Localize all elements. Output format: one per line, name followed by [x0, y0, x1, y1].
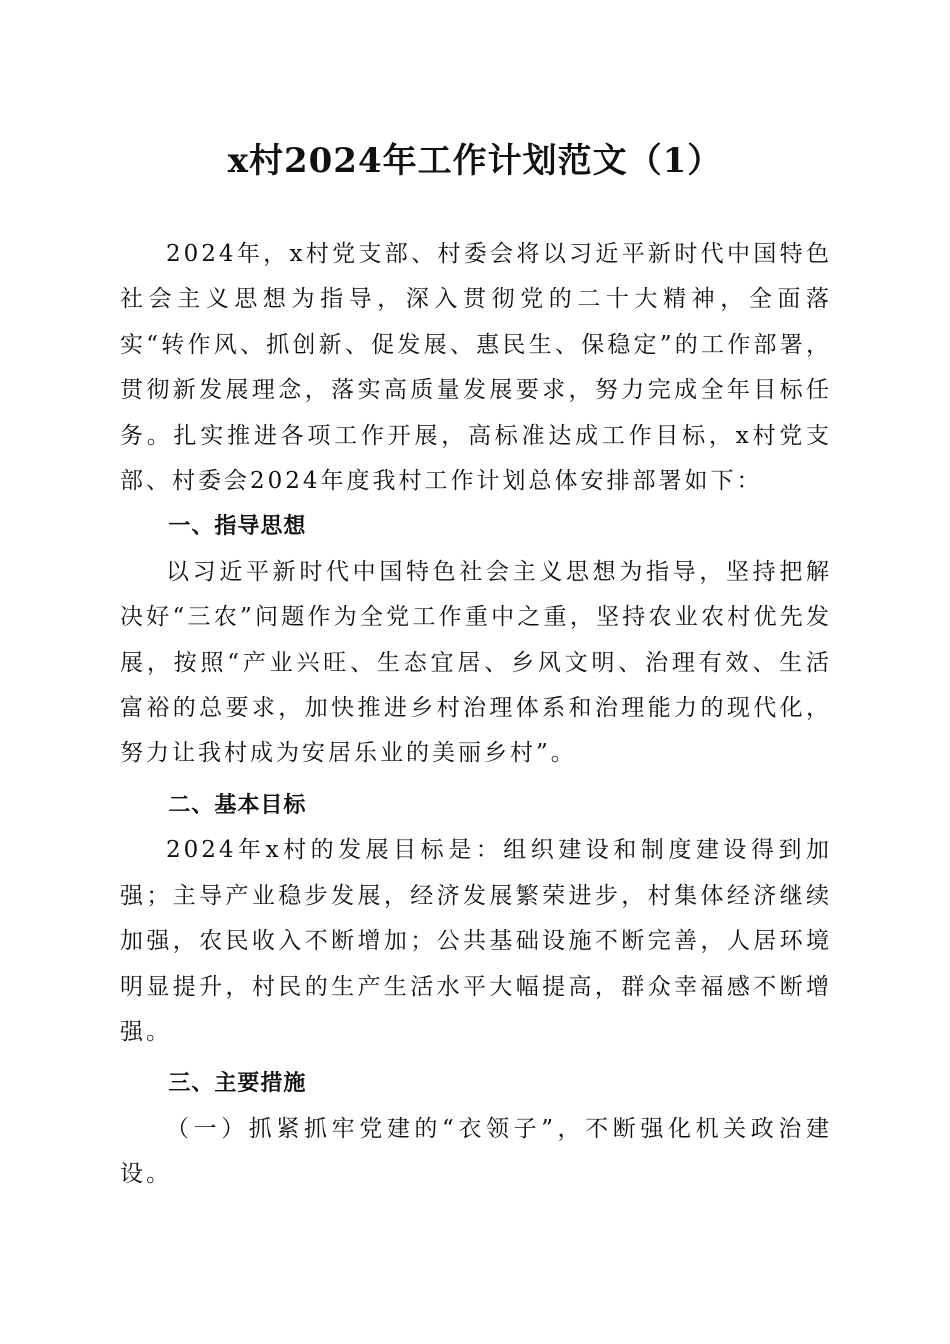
section-heading-main-measures: 三、主要措施 [168, 1071, 307, 1097]
section-heading-basic-goals: 二、基本目标 [168, 792, 307, 818]
section-text-guiding-thought: 以习近平新时代中国特色社会主义思想为指导，坚持把解决好“三农”问题作为全党工作重中之重，坚持农业农村优先发展，按照“产业兴旺、生态宜居、乡风文明、治理有效、生活富裕的总要求，加快推进乡村治理体系和治理能力的现代化，努力让我村成为安居乐业的美丽乡村”。 [120, 558, 832, 767]
page-title: x村2024年工作计划范文（1） [227, 141, 723, 181]
section-text-basic-goals: 2024年x村的发展目标是：组织建设和制度建设得到加强；主导产业稳步发展，经济发展繁荣进步，村集体经济继续加强，农民收入不断增加；公共基础设施不断完善，人居环境明显提升，村民的生产生活水平大幅提高，群众幸福感不断增强。 [120, 837, 832, 1045]
document-body [120, 232, 832, 1198]
intro-paragraph: 2024年，x村党支部、村委会将以习近平新时代中国特色社会主义思想为指导，深入贯彻党的二十大精神，全面落实“转作风、抓创新、促发展、惠民生、保稳定”的工作部署，贯彻新发展理念，落实高质量发展要求，努力完成全年目标任务。扎实推进各项工作开展，高标准达成工作目标，x村党支部、村委会2024年度我村工作计划总体安排部署如下： [120, 241, 832, 495]
section-text-main-measures: （一）抓紧抓牢党建的“衣领子”，不断强化机关政治建设。 [120, 1115, 832, 1188]
section-heading-guiding-thought: 一、指导思想 [168, 514, 307, 540]
